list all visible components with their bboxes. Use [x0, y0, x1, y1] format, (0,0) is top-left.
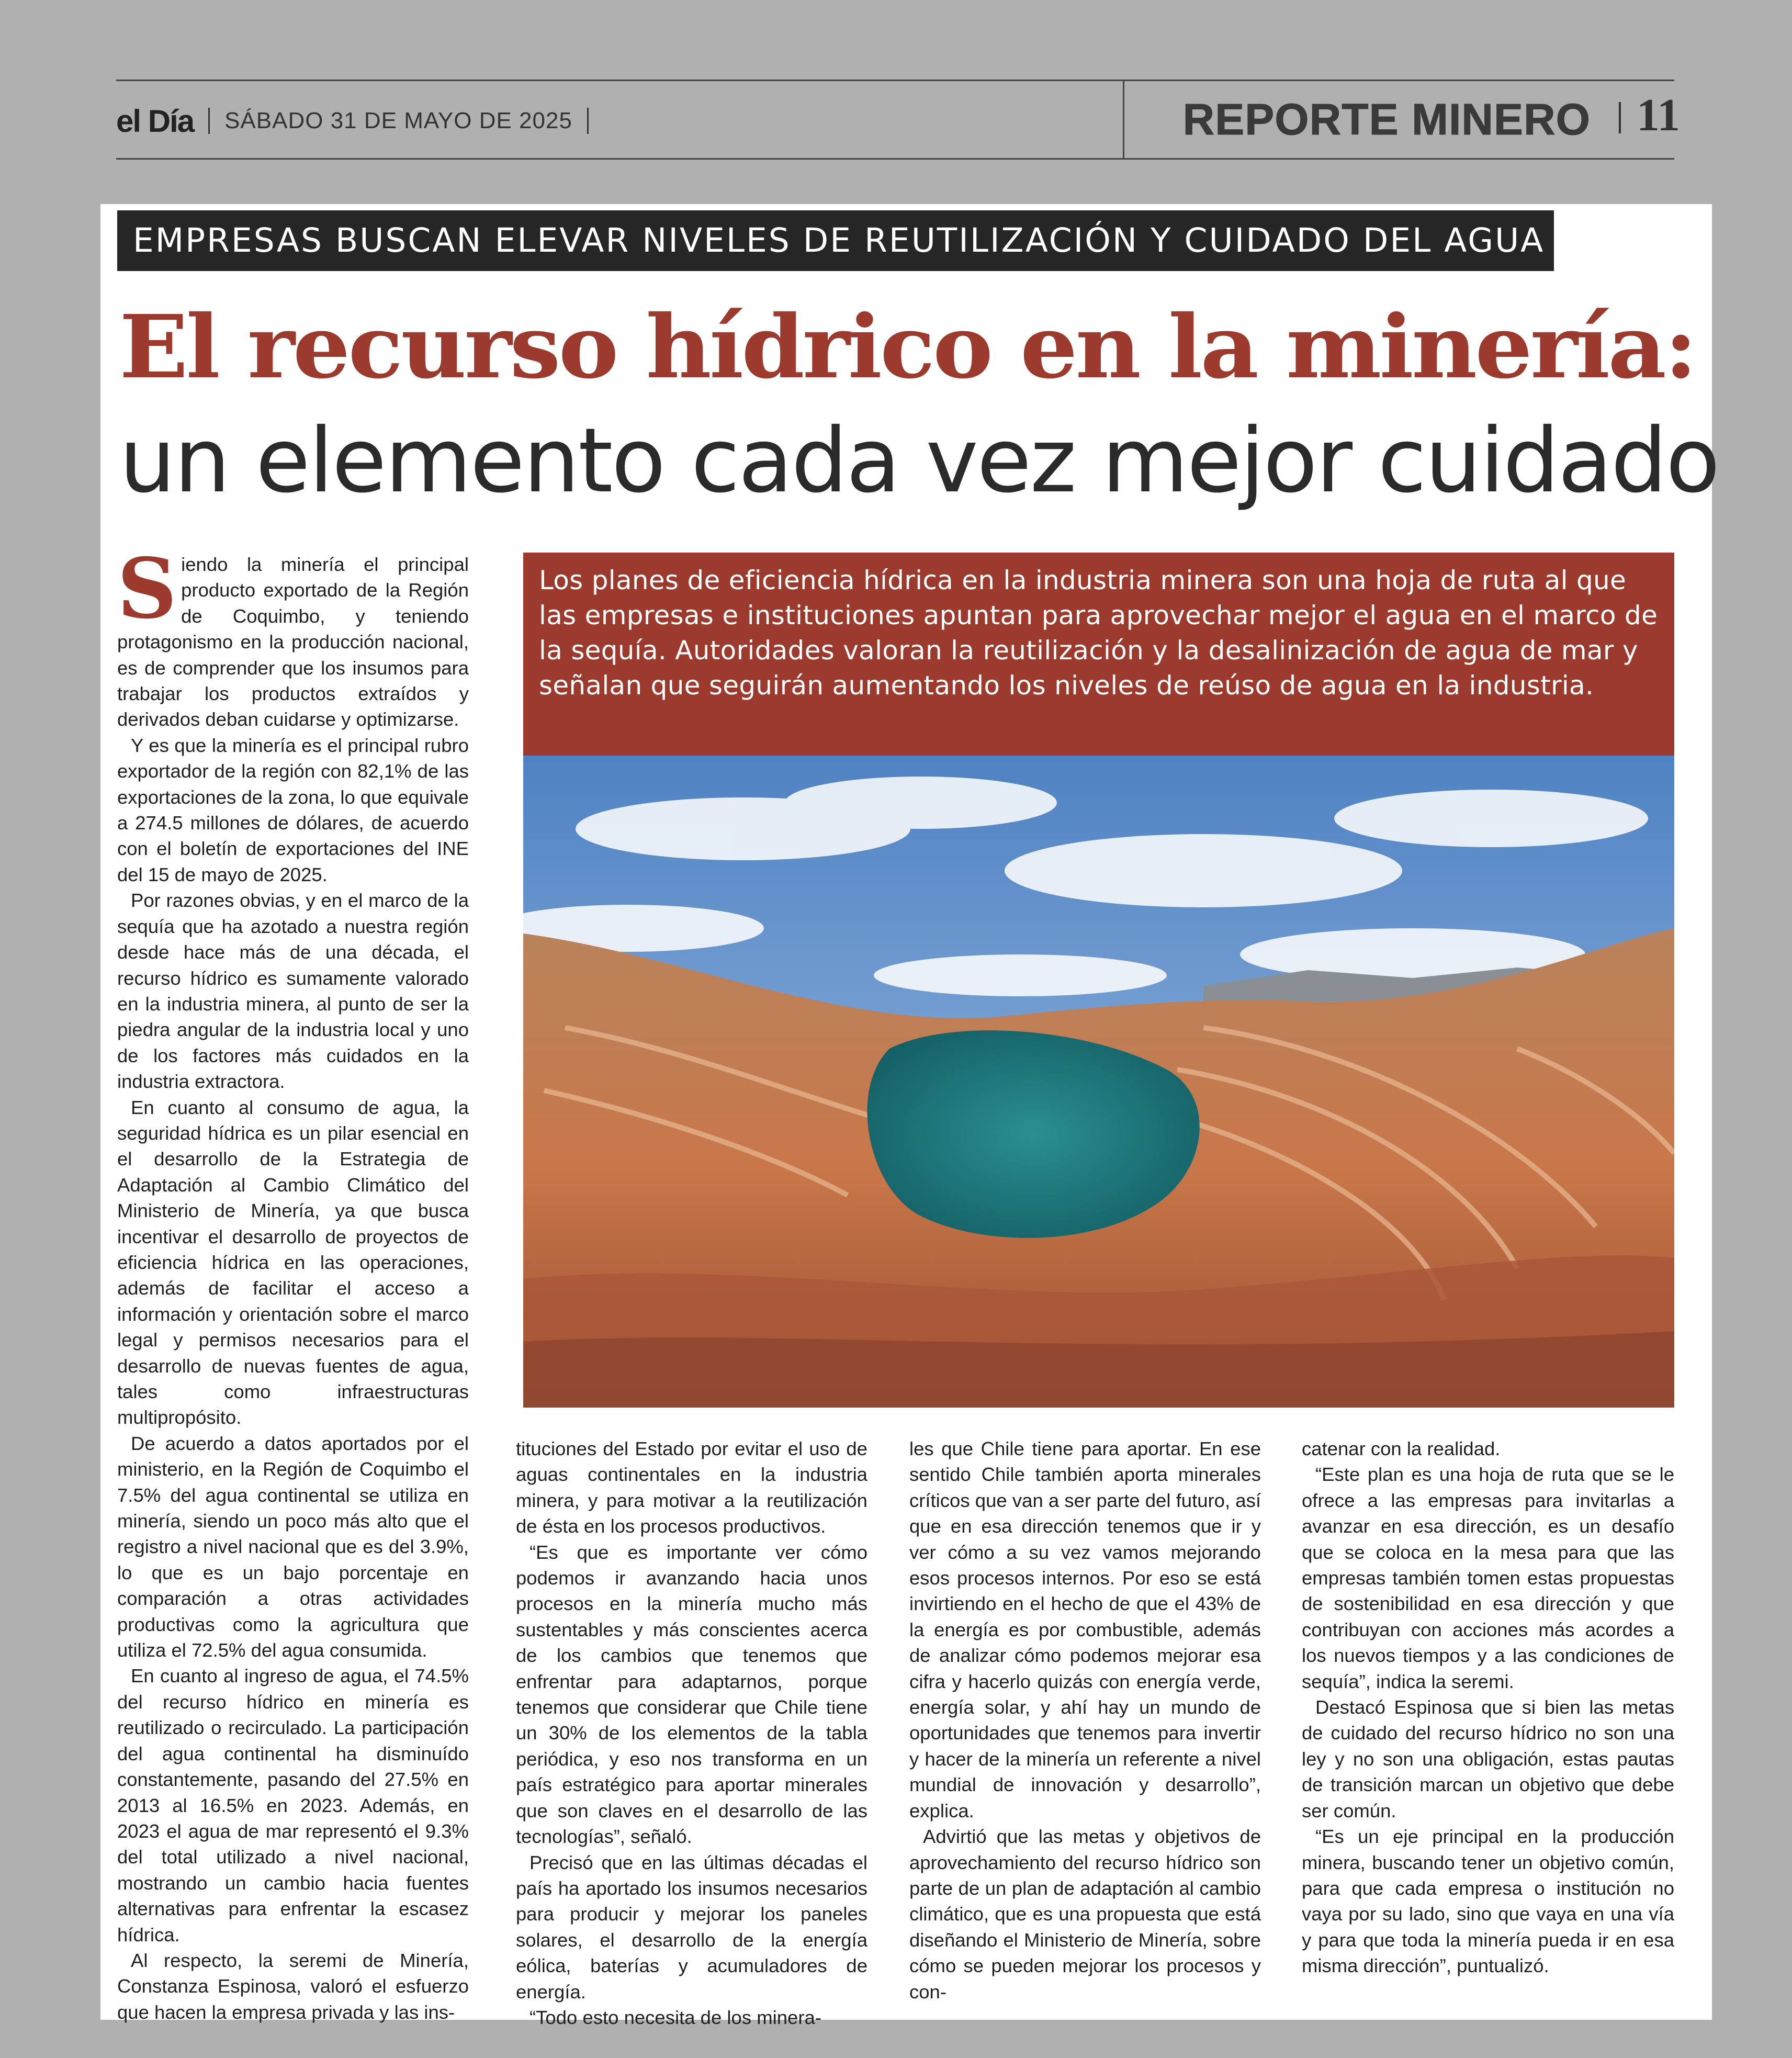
article-paragraph: “Este plan es una hoja de ruta que se le ofrece a las empresas para invitarlas a avanzar en esa dirección, es un desafío que se coloca en la mesa para que las empresas también tomen estas propuestas de sostenibilidad en esa dirección y que contribuyan con acciones más acordes a los nuevos tiempos y a las condiciones de sequía”, indica la seremi. [1302, 1464, 1674, 1692]
drop-cap: S [117, 541, 177, 637]
article-lead: Los planes de eficiencia hídrica en la industria minera son una hoja de ruta al que las empresas e instituciones apuntan para aprovechar mejor el agua en el marco de la sequía. Autoridades valoran la reutilización y la desalinización de agua de mar y señalan que seguirán aumentando los niveles de reúso de agua en la industria. [523, 553, 1674, 756]
article-paragraph: En cuanto al consumo de agua, la seguridad hídrica es un pilar esencial en el desarrollo de la Estrategia de Adaptación al Cambio Climático del Ministerio de Minería, ya que busca incentivar el desarrollo de proyectos de eficiencia hídrica en las operaciones, además de facilitar el acceso a información y orientación sobre el marco legal y permisos necesarios para el desarrollo de nuevas fuentes de agua, tales como infraestructuras multipropósito. [117, 1096, 469, 1429]
masthead-separator [208, 108, 210, 134]
article-column-1 [117, 541, 469, 2025]
section-title: REPORTE MINERO [1182, 95, 1591, 144]
header-divider [1123, 80, 1124, 159]
masthead [116, 103, 589, 139]
article-column-4 [1302, 1436, 1674, 1979]
article-headline: El recurso hídrico en la minería: [119, 296, 1696, 398]
article-paragraph: En cuanto al ingreso de agua, el 74.5% del recurso hídrico en minería es reutilizado o recirculado. La participación del agua continental ha disminuído constantemente, pasando del 27.5% en 2013 al 16.5% en 2023. Además, en 2023 el agua de mar representó el 9.3% del total utilizado a nivel nacional, mostrando un cambio hacia fuentes alternativas para enfrentar la escasez hídrica. [117, 1665, 469, 1945]
header-bottom-rule [116, 158, 1674, 160]
article-paragraph: “Todo esto necesita de los minera- [529, 2006, 821, 2028]
open-pit-mine-photo [523, 756, 1674, 1408]
article-paragraph: Al respecto, la seremi de Minería, Constanza Espinosa, valoró el esfuerzo que hacen la empresa privada y las ins- [117, 1949, 469, 2023]
article-paragraph: Advirtió que las metas y objetivos de aprovechamiento del recurso hídrico son parte de un plan de adaptación al cambio climático, que es una propuesta que está diseñando el Ministerio de Minería, sobre cómo se pueden mejorar los procesos y con- [909, 1826, 1261, 2003]
article-paragraph: tituciones del Estado por evitar el uso de aguas continentales en la industria minera, y para motivar a la reutilización de ésta en los procesos productivos. [516, 1438, 867, 1537]
article-column-2 [516, 1436, 867, 2030]
page-number: 11 [1637, 90, 1681, 141]
article-paragraph: Destacó Espinosa que si bien las metas de cuidado del recurso hídrico no son una ley y no son una obligación, estas pautas de transición marcan un objetivo que debe ser común. [1302, 1696, 1674, 1821]
article-paragraph: Precisó que en las últimas décadas el país ha aportado los insumos necesarios para producir y mejorar los paneles solares, el desarrollo de la energía eólica, baterías y acumuladores de energía. [516, 1851, 867, 2003]
article-sheet [100, 204, 1719, 2028]
article-kicker: EMPRESAS BUSCAN ELEVAR NIVELES DE REUTILIZACIÓN Y CUIDADO DEL AGUA [117, 210, 1554, 271]
brand-logo: el Día [116, 103, 194, 139]
article-paragraph: Por razones obvias, y en el marco de la sequía que ha azotado a nuestra región desde hace más de una década, el recurso hídrico es sumamente valorado en la industria minera, al punto de ser la piedra angular de la industria local y uno de los factores más cuidados en la industria extractora. [117, 890, 469, 1093]
article-column-3 [909, 1436, 1261, 2005]
article-paragraph: Y es que la minería es el principal rubro exportador de la región con 82,1% de las exportaciones de la zona, lo que equivale a 274.5 millones de dólares, de acuerdo con el boletín de exportaciones del INE del 15 de mayo de 2025. [117, 734, 469, 885]
article-paragraph: “Es que es importante ver cómo podemos ir avanzando hacia unos procesos en la minería mucho más sustentables y más conscientes acerca de los cambios que tenemos que enfrentar para adaptarnos, porque tenemos que considerar que Chile tiene un 30% de los elementos de la tabla periódica, y eso nos transforma en un país estratégico para aportar minerales que son claves en el desarrollo de las tecnologías”, señaló. [516, 1541, 867, 1848]
article-paragraph: “Es un eje principal en la producción minera, buscando tener un objetivo común, para que cada empresa o institución no vaya por su lado, sino que vaya en una vía y para que toda la minería pueda ir en esa misma dirección”, puntualizó. [1302, 1826, 1674, 1977]
header-top-rule [116, 80, 1674, 81]
page-number-separator [1619, 102, 1621, 133]
issue-date: SÁBADO 31 DE MAYO DE 2025 [224, 108, 572, 133]
masthead-separator [587, 108, 589, 134]
article-paragraph: De acuerdo a datos aportados por el ministerio, en la Región de Coquimbo el 7.5% del agua continental se utiliza en minería, siendo un poco más alto que el registro a nivel nacional que es del 3.9%, lo que es un bajo porcentaje en comparación a otras actividades productivas como la agricultura que utiliza el 72.5% del agua consumida. [117, 1432, 469, 1661]
article-paragraph: catenar con la realidad. [1302, 1438, 1501, 1459]
article-paragraph: Siendo la minería el principal producto exportado de la Región de Coquimbo, y teniendo protagonismo en la producción nacional, es de comprender que los insumos para trabajar los productos extraídos y derivados deban cuidarse y optimizarse. [117, 541, 469, 730]
article-paragraph: les que Chile tiene para aportar. En ese sentido Chile también aporta minerales críticos que van a ser parte del futuro, así que en esa dirección tenemos que ir y ver cómo a su vez vamos mejorando esos procesos internos. Por eso se está invirtiendo en el hecho de que el 43% de la energía es por combustible, además de analizar cómo podemos mejorar esa cifra y hacerlo quizás con energía verde, energía solar, y ahí hay un mundo de oportunidades que tenemos para invertir y hacer de la minería un referente a nivel mundial de innovación y desarrollo”, explica. [909, 1438, 1261, 1821]
article-subheadline: un elemento cada vez mejor cuidado [119, 409, 1719, 513]
